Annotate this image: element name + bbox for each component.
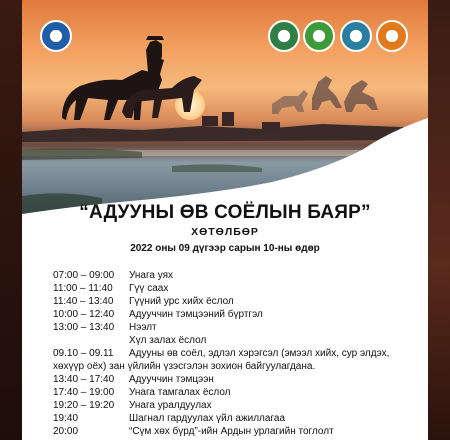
orange-seal-icon <box>376 20 408 52</box>
green-seal-icon <box>303 20 335 52</box>
poster-title: “АДУУНЫ ӨВ СОЁЛЫН БАЯР” <box>79 202 371 223</box>
poster-subtitle: ХӨТӨЛБӨР <box>191 226 259 238</box>
poster-date: 2022 оны 09 дүгээр сарын 10-ны өдөр <box>130 243 320 254</box>
event-poster: “АДУУНЫ ӨВ СОЁЛЫН БАЯР” ХӨТӨЛБӨР 2022 оны 09 дүгээр сарын 10-ны өдөр 07:00 – 09:00 Унага уях 11:00 – 11:40 Гүү саах 11:40 – 13:40 Гүүний урс хийх ёслол 10:00 – 12:40 Адууччин тэмцээний бүртгэл 13:00 – 13:40 Нээлт Хүл залах ёслол 09.10 – 09.11 Адууны өв соёл, эдлэл хэрэгсэл (эмээл хийх, сур элдэх, хөхүүр оёх) зан үйлийн үзэсгэлэн зохион байгуулагдана. 13:40 – 17:40 Адууччин тэмцээн 17:40 – 19:00 Унага тамгалах ёслол 19:20 – 19:20 Унага уралдуулах 19:40 Шагнал гардуулах үйл ажиллагаа 20:00 “Сүм хөх бүрд”-ийн Ардын урлагийн тоглолт <box>22 0 428 440</box>
backdrop-right <box>428 0 450 440</box>
backdrop-left <box>0 0 22 440</box>
emblem-icon <box>40 20 72 52</box>
schedule-row-continued: хөхүүр оёх) зан үйлийн үзэсгэлэн зохион байгуулагдана. <box>53 361 316 372</box>
ministry-seal-icon <box>268 20 300 52</box>
mountain-seal-icon <box>340 20 372 52</box>
